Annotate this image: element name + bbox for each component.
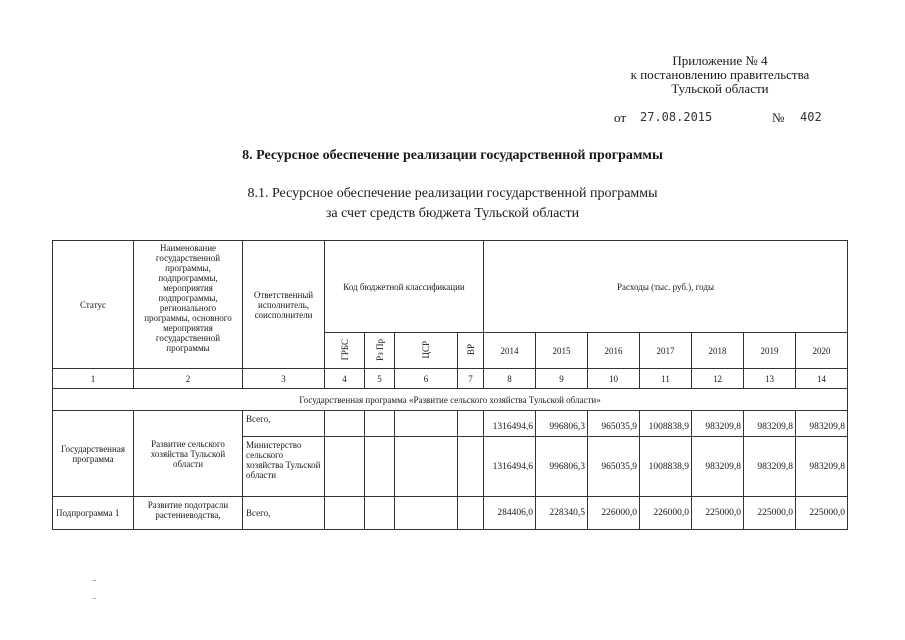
header-executor: Ответственный исполнитель, соисполнители — [243, 241, 325, 369]
header-budget-code: Код бюджетной классификации — [325, 241, 484, 333]
column-number: 12 — [692, 369, 744, 389]
header-code-csr-text: ЦСР — [421, 340, 431, 359]
subprogram-value: 225000,0 — [744, 497, 796, 530]
program-total-value: 1008838,9 — [640, 411, 692, 437]
column-number: 2 — [134, 369, 243, 389]
header-expenses: Расходы (тыс. руб.), годы — [484, 241, 848, 333]
column-number: 3 — [243, 369, 325, 389]
code-cell — [325, 411, 365, 437]
header-year: 2018 — [692, 333, 744, 369]
code-cell — [325, 497, 365, 530]
column-number: 11 — [640, 369, 692, 389]
header-code-vr-text: ВР — [465, 343, 476, 355]
subprogram-name: Развитие подотрасли растениеводства, — [134, 497, 243, 530]
program-total-value: 996806,3 — [536, 411, 588, 437]
program-total-executor: Всего, — [243, 411, 325, 437]
program-ministry-executor: Министерство сельского хозяйства Тульской области — [243, 437, 325, 497]
subprogram-executor: Всего, — [243, 497, 325, 530]
subsection-heading-line2: за счет средств бюджета Тульской области — [325, 206, 580, 221]
section-heading: 8. Ресурсное обеспечение реализации государственной программы — [242, 148, 663, 163]
column-number: 1 — [53, 369, 134, 389]
header-year: 2015 — [536, 333, 588, 369]
resolution-number: 402 — [800, 110, 822, 124]
column-number: 13 — [744, 369, 796, 389]
header-year: 2020 — [796, 333, 848, 369]
program-ministry-value: 996806,3 — [536, 437, 588, 497]
resolution-date: 27.08.2015 — [640, 110, 713, 124]
appendix-title: Приложение № 4 — [672, 53, 768, 68]
header-code-rzpr-text: Рз Пр — [374, 338, 385, 361]
column-number: 9 — [536, 369, 588, 389]
code-cell — [325, 437, 365, 497]
code-cell — [395, 411, 458, 437]
code-cell — [458, 497, 484, 530]
program-total-value: 983209,8 — [796, 411, 848, 437]
subprogram-value: 226000,0 — [640, 497, 692, 530]
subprogram-value: 225000,0 — [692, 497, 744, 530]
program-total-value: 983209,8 — [692, 411, 744, 437]
resolution-date-row — [614, 110, 822, 126]
code-cell — [458, 411, 484, 437]
subprogram-row — [53, 497, 848, 530]
subprogram-value: 225000,0 — [796, 497, 848, 530]
header-year: 2019 — [744, 333, 796, 369]
resource-table — [52, 240, 848, 530]
program-status: Государственная программа — [53, 411, 134, 497]
subprogram-status: Подпрограмма 1 — [53, 497, 134, 530]
subprogram-value: 284406,0 — [484, 497, 536, 530]
scan-mark — [93, 580, 96, 581]
code-cell — [395, 437, 458, 497]
program-total-value: 965035,9 — [588, 411, 640, 437]
appendix-resolution: к постановлению правительства — [630, 67, 810, 82]
header-year: 2016 — [588, 333, 640, 369]
program-total-value: 983209,8 — [744, 411, 796, 437]
subsection-heading — [0, 184, 905, 224]
column-number: 5 — [365, 369, 395, 389]
program-name: Развитие сельского хозяйства Тульской области — [134, 411, 243, 497]
column-number: 10 — [588, 369, 640, 389]
number-label: № — [772, 110, 785, 125]
program-ministry-value: 965035,9 — [588, 437, 640, 497]
program-ministry-value: 983209,8 — [744, 437, 796, 497]
column-number: 4 — [325, 369, 365, 389]
header-status: Статус — [53, 241, 134, 369]
header-row-top — [53, 241, 848, 333]
column-number: 7 — [458, 369, 484, 389]
header-year: 2017 — [640, 333, 692, 369]
program-ministry-value: 983209,8 — [692, 437, 744, 497]
subprogram-value: 228340,5 — [536, 497, 588, 530]
appendix-block — [600, 54, 840, 96]
header-code-rzpr — [365, 333, 395, 369]
header-code-vr — [458, 333, 484, 369]
column-number: 14 — [796, 369, 848, 389]
program-ministry-value: 983209,8 — [796, 437, 848, 497]
header-code-csr — [395, 333, 458, 369]
subprogram-value: 226000,0 — [588, 497, 640, 530]
code-cell — [365, 411, 395, 437]
program-total-value: 1316494,6 — [484, 411, 536, 437]
program-ministry-value: 1316494,6 — [484, 437, 536, 497]
scan-mark — [93, 598, 96, 599]
header-year: 2014 — [484, 333, 536, 369]
code-cell — [395, 497, 458, 530]
code-cell — [458, 437, 484, 497]
column-number: 8 — [484, 369, 536, 389]
program-ministry-value: 1008838,9 — [640, 437, 692, 497]
program-total-row — [53, 411, 848, 437]
header-code-grbs-text: ГРБС — [339, 338, 350, 361]
code-cell — [365, 437, 395, 497]
header-name: Наименование государственной программы, подпрограммы, мероприятия подпрограммы, регионального программы, основного мероприятия государственной программы — [134, 241, 243, 369]
date-from-label: от — [614, 110, 627, 125]
header-code-grbs — [325, 333, 365, 369]
column-number: 6 — [395, 369, 458, 389]
subsection-heading-line1: 8.1. Ресурсное обеспечение реализации государственной программы — [247, 186, 658, 201]
program-title-row — [53, 389, 848, 411]
appendix-region: Тульской области — [671, 81, 769, 96]
code-cell — [365, 497, 395, 530]
column-number-row — [53, 369, 848, 389]
program-title: Государственная программа «Развитие сельского хозяйства Тульской области» — [53, 389, 848, 411]
